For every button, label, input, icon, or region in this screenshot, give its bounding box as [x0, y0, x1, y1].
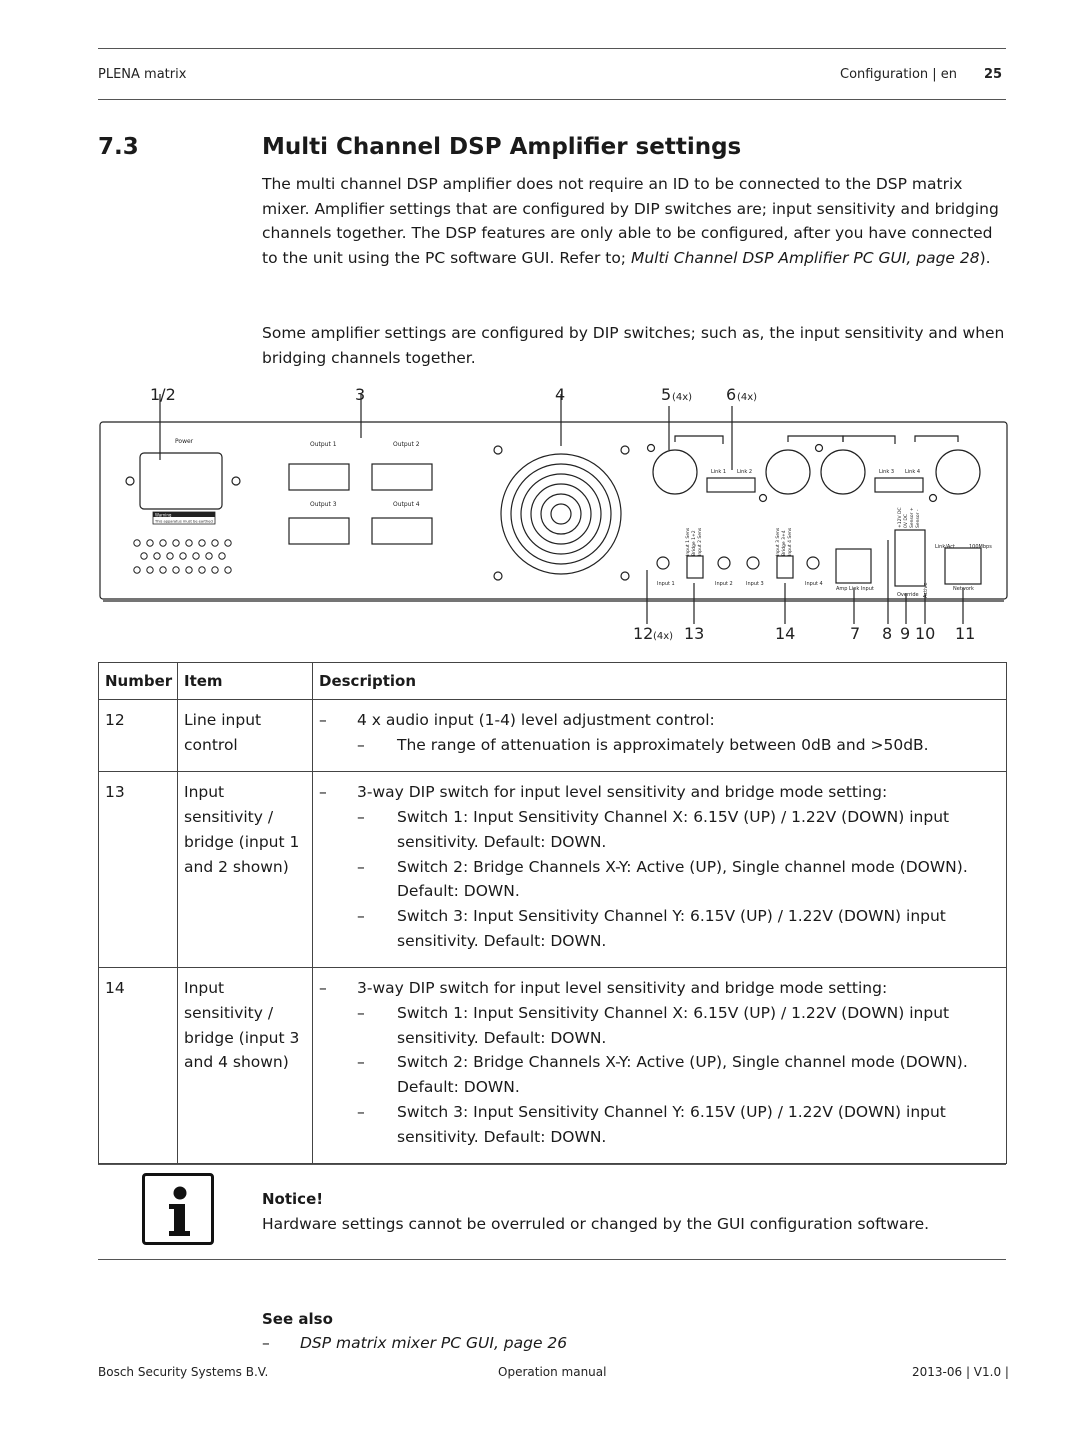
label-input-4: Input 4 — [805, 581, 823, 587]
desc-sub-text: Switch 2: Bridge Channels X-Y: Active (UP), Single channel mode (DOWN). Default: DOWN. — [397, 857, 968, 901]
desc-sub-text: The range of attenuation is approximately between 0dB and >50dB. — [397, 735, 929, 754]
notice-title: Notice! — [262, 1190, 324, 1208]
header-number: Number — [99, 663, 178, 700]
table-row — [99, 700, 1007, 772]
desc-main: – 4 x audio input (1-4) level adjustment control: — [319, 708, 1000, 733]
notice-text: Hardware settings cannot be overruled or changed by the GUI configuration software. — [262, 1215, 930, 1233]
desc-main: – 3-way DIP switch for input level sensitivity and bridge mode setting: — [319, 780, 1000, 805]
desc-sub-text: Switch 3: Input Sensitivity Channel Y: 6.15V (UP) / 1.22V (DOWN) input sensitivity. Default: DOWN. — [397, 1102, 946, 1146]
xlr-input-3 — [821, 450, 865, 494]
fan-guard-ring-3 — [531, 484, 591, 544]
intro-text: The multi channel DSP amplifier does not require an ID to be connected to the DSP matrix mixer. Amplifier settings that are configured by DIP switches are; input sensitivity and bridging channels together. The DSP features are only able to be configured, after you have connected to the unit using the PC software GUI. Refer to; — [262, 175, 999, 268]
notice-bottom-rule — [98, 1259, 1006, 1260]
row-number: 14 — [99, 968, 178, 1164]
fan-guard-ring-2 — [521, 474, 601, 554]
row-number: 13 — [99, 772, 178, 968]
row-description — [313, 968, 1007, 1164]
vent-holes — [134, 540, 231, 573]
section-title: Multi Channel DSP Amplifier settings — [262, 134, 742, 160]
header-top-rule — [98, 48, 1006, 49]
see-also-link[interactable]: DSP matrix mixer PC GUI, page 26 — [300, 1334, 568, 1352]
desc-sub: – The range of attenuation is approximately between 0dB and >50dB. — [319, 733, 1000, 758]
xlr-screw-1 — [648, 445, 655, 452]
label-0v: 0V DC — [904, 514, 909, 528]
label-dip-f: Input 4 Sens — [788, 527, 793, 556]
header-section: Configuration | en — [840, 67, 958, 82]
fan-screw-tr — [621, 446, 629, 454]
label-12v: +12V DC — [898, 507, 903, 528]
link-3-4-terminal — [875, 478, 923, 492]
desc-sub-text: Switch 2: Bridge Channels X-Y: Active (UP), Single channel mode (DOWN). Default: DOWN. — [397, 1053, 968, 1097]
row-item: Line input control — [178, 700, 313, 772]
label-dip-b: Bridge 1+2 — [692, 530, 697, 556]
amplifier-rear-panel-figure — [95, 378, 1010, 648]
xlr-screw-4 — [930, 495, 937, 502]
link-1-2-terminal — [707, 478, 755, 492]
label-amp-link-input: Amp Link Input — [836, 586, 874, 592]
label-output-3: Output 3 — [310, 501, 337, 508]
label-link-1: Link 1 — [711, 469, 727, 475]
footer-doc: Operation manual — [498, 1365, 607, 1379]
desc-sub: – Switch 3: Input Sensitivity Channel Y: 6.15V (UP) / 1.22V (DOWN) input sensitivity. Default: DOWN. — [319, 904, 1000, 953]
callout-8: 8 — [882, 624, 893, 643]
label-link-act: Link/Act — [935, 544, 955, 550]
desc-main-text: 3-way DIP switch for input level sensitivity and bridge mode setting: — [357, 783, 888, 802]
callout-6-mult: (4x) — [737, 392, 758, 403]
bracket-5a — [675, 436, 723, 444]
header-item: Item — [178, 663, 313, 700]
callout-5-mult: (4x) — [672, 392, 693, 403]
bracket-5d — [915, 436, 958, 442]
header-description: Description — [313, 663, 1007, 700]
fan-guard-outer — [501, 454, 621, 574]
fan-screw-tl — [494, 446, 502, 454]
info-glyph — [145, 1176, 211, 1242]
footer-version: 2013-06 | V1.0 | — [912, 1365, 1009, 1379]
label-link-2: Link 2 — [737, 469, 753, 475]
output-1-connector — [289, 464, 349, 490]
xlr-input-1 — [653, 450, 697, 494]
see-also-item: – DSP matrix mixer PC GUI, page 26 — [262, 1334, 568, 1352]
callout-1-2: 1/2 — [150, 385, 176, 404]
header-product: PLENA matrix — [98, 67, 187, 82]
fan-screw-bl — [494, 572, 502, 580]
label-sensor-minus: Sensor - — [916, 509, 921, 528]
callout-9: 9 — [900, 624, 911, 643]
footer-company: Bosch Security Systems B.V. — [98, 1365, 269, 1379]
desc-sub-text: Switch 1: Input Sensitivity Channel X: 6.15V (UP) / 1.22V (DOWN) input sensitivity. Default: DOWN. — [397, 808, 950, 851]
label-dip-a: Input 1 Sens — [686, 527, 691, 556]
desc-main-text: 3-way DIP switch for input level sensitivity and bridge mode setting: — [357, 979, 888, 998]
level-pot-3 — [747, 557, 759, 569]
fan-guard-ring-4 — [541, 494, 581, 534]
dip-switch-1-2 — [687, 556, 703, 578]
settings-table — [98, 662, 1007, 1164]
output-4-connector — [372, 518, 432, 544]
label-100mbps: 100Mbps — [969, 544, 992, 550]
xlr-input-2 — [766, 450, 810, 494]
table-row — [99, 968, 1007, 1164]
desc-sub: – Switch 1: Input Sensitivity Channel X: 6.15V (UP) / 1.22V (DOWN) input sensitivity. Default: DOWN. — [319, 1001, 1000, 1050]
desc-main-text: 4 x audio input (1-4) level adjustment control: — [357, 711, 715, 729]
label-input-3: Input 3 — [746, 581, 764, 587]
label-dip-e: Bridge 3+4 — [782, 530, 787, 556]
level-pot-1 — [657, 557, 669, 569]
see-also-title: See also — [262, 1310, 333, 1328]
sensor-terminal — [895, 530, 925, 586]
desc-sub: – Switch 3: Input Sensitivity Channel Y: 6.15V (UP) / 1.22V (DOWN) input sensitivity. Default: DOWN. — [319, 1100, 1000, 1149]
label-sensor-plus: Sensor + — [910, 507, 915, 528]
xlr-input-4 — [936, 450, 980, 494]
desc-sub: – Switch 1: Input Sensitivity Channel X: 6.15V (UP) / 1.22V (DOWN) input sensitivity. Default: DOWN. — [319, 805, 1000, 854]
callout-14: 14 — [775, 624, 796, 643]
callout-13: 13 — [684, 624, 705, 643]
row-item: Input sensitivity / bridge (input 3 and 4 shown) — [178, 968, 313, 1164]
label-dip-d: Input 3 Sens — [776, 527, 781, 556]
intro-link[interactable]: Multi Channel DSP Amplifier PC GUI, page 28 — [630, 249, 980, 268]
label-input-1: Input 1 — [657, 581, 675, 587]
power-screw-right — [232, 477, 240, 485]
second-paragraph: Some amplifier settings are configured by DIP switches; such as, the input sensitivity and when bridging channels together. — [262, 324, 1005, 367]
row-number: 12 — [99, 700, 178, 772]
callout-6: 6 — [726, 385, 737, 404]
label-output-4: Output 4 — [393, 501, 420, 508]
callout-7: 7 — [850, 624, 861, 643]
amp-link-input-port — [836, 549, 871, 583]
xlr-screw-3 — [816, 445, 823, 452]
desc-sub: – Switch 2: Bridge Channels X-Y: Active (UP), Single channel mode (DOWN). Default: DOWN. — [319, 855, 1000, 904]
label-warning: Warning — [155, 512, 172, 518]
bracket-5c — [843, 436, 895, 444]
intro-suffix: ). — [979, 249, 991, 268]
callout-12: 12 — [633, 624, 654, 643]
desc-sub-text: Switch 1: Input Sensitivity Channel X: 6.15V (UP) / 1.22V (DOWN) input sensitivity. Default: DOWN. — [397, 1004, 950, 1047]
level-pot-4 — [807, 557, 819, 569]
power-inlet — [140, 453, 222, 509]
fan-screw-br — [621, 572, 629, 580]
table-row — [99, 772, 1007, 968]
xlr-screw-2 — [760, 495, 767, 502]
label-output-2: Output 2 — [393, 441, 420, 448]
desc-main: – 3-way DIP switch for input level sensitivity and bridge mode setting: — [319, 976, 1000, 1001]
header-page-number: 25 — [984, 67, 1003, 82]
intro-paragraph — [262, 172, 1012, 271]
row-item: Input sensitivity / bridge (input 1 and 2 shown) — [178, 772, 313, 968]
section-number: 7.3 — [98, 134, 139, 160]
callout-3: 3 — [355, 385, 366, 404]
callout-10: 10 — [915, 624, 936, 643]
label-output-1: Output 1 — [310, 441, 337, 448]
dip-switch-3-4 — [777, 556, 793, 578]
row-description — [313, 772, 1007, 968]
output-3-connector — [289, 518, 349, 544]
label-dip-c: Input 2 Sens — [698, 527, 703, 556]
desc-sub-text: Switch 3: Input Sensitivity Channel Y: 6.15V (UP) / 1.22V (DOWN) input sensitivity. Default: DOWN. — [397, 906, 946, 950]
desc-sub: – Switch 2: Bridge Channels X-Y: Active (UP), Single channel mode (DOWN). Default: DOWN. — [319, 1050, 1000, 1099]
callout-5: 5 — [661, 385, 672, 404]
level-pot-2 — [718, 557, 730, 569]
row-description — [313, 700, 1007, 772]
power-screw-left — [126, 477, 134, 485]
table-header-row — [99, 663, 1007, 700]
label-warning-sub: This apparatus must be earthed — [155, 519, 213, 524]
label-network: Network — [953, 586, 974, 592]
callout-4: 4 — [555, 385, 566, 404]
label-override: Override — [897, 592, 919, 598]
label-link-3: Link 3 — [879, 469, 895, 475]
label-link-4: Link 4 — [905, 469, 921, 475]
output-2-connector — [372, 464, 432, 490]
fan-hub — [551, 504, 571, 524]
callout-12-mult: (4x) — [653, 631, 674, 642]
label-active: Active — [923, 582, 929, 598]
fan-guard-ring-1 — [511, 464, 611, 564]
network-port — [945, 548, 981, 584]
info-icon — [142, 1173, 214, 1245]
notice-top-rule — [98, 1164, 1006, 1165]
label-input-2: Input 2 — [715, 581, 733, 587]
label-power: Power — [175, 438, 194, 445]
bracket-5b — [788, 436, 843, 442]
header-bottom-rule — [98, 99, 1006, 100]
callout-11: 11 — [955, 624, 976, 643]
